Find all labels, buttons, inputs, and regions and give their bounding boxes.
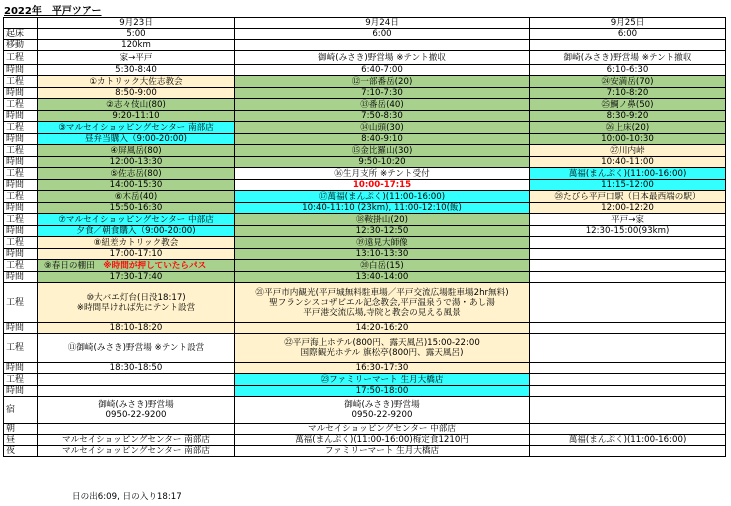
cell: 7:50-8:30	[235, 111, 530, 122]
row-label: 工程	[4, 191, 38, 203]
cell: ㉓ファミリーマート 生月大橋店	[235, 374, 530, 386]
table-row	[4, 363, 726, 374]
cell: ⑧紐差カトリック教会	[38, 237, 235, 249]
cell: 9:20-11:10	[38, 111, 235, 122]
cell	[530, 386, 726, 397]
row-label: 時間	[4, 226, 38, 237]
table-row	[4, 191, 726, 203]
row-label: 工程	[4, 237, 38, 249]
row-label: 工程	[4, 374, 38, 386]
cell: ⑮金比羅山(30)	[235, 145, 530, 157]
cell-line: ⑩大バエ灯台(日没18:17)	[86, 292, 186, 303]
table-row	[4, 122, 726, 134]
cell: 17:50-18:00	[235, 386, 530, 397]
cell: ⑰萬福(まんぷく)(11:00-16:00)	[235, 191, 530, 203]
cell	[530, 374, 726, 386]
cell: 御崎(みさき)野営場 ※テント撤収	[530, 51, 726, 65]
row-label: 時間	[4, 386, 38, 397]
table-row	[4, 424, 726, 435]
sunrise-sunset-note: 日の出6:09, 日の入り18:17	[72, 492, 182, 502]
row-label: 時間	[4, 157, 38, 168]
table-row	[4, 18, 726, 29]
cell: ファミリーマート 生月大橋店	[235, 446, 530, 457]
table-row	[4, 272, 726, 283]
table-row	[4, 435, 726, 446]
cell: ②志々伎山(80)	[38, 99, 235, 111]
cell-text: ⑨春日の棚田	[44, 260, 95, 271]
cell: 12:30-12:50	[235, 226, 530, 237]
lodging-cell	[38, 397, 235, 424]
cell: 16:30-17:30	[235, 363, 530, 374]
cell	[235, 283, 530, 323]
cell: マルセイショッピングセンター 南部店	[38, 435, 235, 446]
cell: 17:00-17:10	[38, 249, 235, 260]
cell: 平戸→家	[530, 214, 726, 226]
cell: 6:00	[530, 29, 726, 40]
table-row	[4, 283, 726, 323]
cell: 8:40-9:10	[235, 134, 530, 145]
cell	[530, 334, 726, 363]
cell: ④屏風岳(80)	[38, 145, 235, 157]
row-label: 時間	[4, 323, 38, 334]
cell: 萬福(まんぷく)(11:00-16:00)梅定食1210円	[235, 435, 530, 446]
cell: 17:30-17:40	[38, 272, 235, 283]
cell: 18:30-18:50	[38, 363, 235, 374]
cell: ⑯生月支所 ※テント受付	[235, 168, 530, 180]
cell	[38, 374, 235, 386]
cell: 6:40-7:00	[235, 65, 530, 76]
cell: ⑱鞍掛山(20)	[235, 214, 530, 226]
row-label: 工程	[4, 214, 38, 226]
page-title: 2022年 平戸ツアー	[4, 6, 102, 17]
cell	[530, 323, 726, 334]
cell	[530, 272, 726, 283]
cell-line: ㉑平戸市内観光(平戸城無料駐車場／平戸交流広場駐車場2hr無料)	[255, 287, 509, 298]
table-row	[4, 40, 726, 51]
day-header: 9月24日	[235, 18, 530, 29]
cell: 9:50-10:20	[235, 157, 530, 168]
cell: ⑫一部番岳(20)	[235, 76, 530, 88]
cell: 14:20-16:20	[235, 323, 530, 334]
schedule-table	[3, 17, 726, 457]
header-blank	[4, 18, 38, 29]
cell-line: 聖フランシスコザビエル記念教会,平戸温泉うで湯・あし湯	[269, 297, 495, 308]
row-label: 時間	[4, 65, 38, 76]
table-row	[4, 203, 726, 214]
cell: ⑪御崎(みさき)野営場 ※テント設営	[38, 334, 235, 363]
cell	[38, 283, 235, 323]
row-label: 工程	[4, 76, 38, 88]
cell: 14:00-15:30	[38, 180, 235, 191]
table-row	[4, 446, 726, 457]
table-row	[4, 157, 726, 168]
cell: 13:10-13:30	[235, 249, 530, 260]
cell: 10:40-11:10 (23km), 11:00-12:10(飯)	[235, 203, 530, 214]
cell: ㉘たびら平戸口駅（日本最西端の駅）	[530, 191, 726, 203]
cell: 5:00	[38, 29, 235, 40]
table-row	[4, 88, 726, 99]
table-row	[4, 397, 726, 424]
cell: 6:00	[235, 29, 530, 40]
row-label: 工程	[4, 99, 38, 111]
cell: ⑥木岳(40)	[38, 191, 235, 203]
cell-line: 国際観光ホテル 旗松亭(800円、露天風呂)	[300, 348, 464, 358]
row-label: 昼	[4, 435, 38, 446]
table-row	[4, 51, 726, 65]
cell	[235, 40, 530, 51]
table-row	[4, 386, 726, 397]
table-row	[4, 249, 726, 260]
row-label: 時間	[4, 88, 38, 99]
cell	[530, 363, 726, 374]
row-label: 時間	[4, 203, 38, 214]
table-row	[4, 29, 726, 40]
cell	[530, 249, 726, 260]
cell	[530, 40, 726, 51]
row-label: 時間	[4, 134, 38, 145]
row-label: 宿	[4, 397, 38, 424]
row-label: 時間	[4, 363, 38, 374]
cell: 家→平戸	[38, 51, 235, 65]
cell	[530, 283, 726, 323]
row-label: 工程	[4, 260, 38, 272]
cell: ㉕鯛ノ鼻(50)	[530, 99, 726, 111]
lodging-name: 御崎(みさき)野営場	[98, 400, 174, 410]
cell: 15:50-16:30	[38, 203, 235, 214]
row-label: 工程	[4, 145, 38, 157]
cell: 7:10-7:30	[235, 88, 530, 99]
lodging-tel: 0950-22-9200	[351, 410, 413, 420]
cell	[530, 237, 726, 249]
cell: 萬福(まんぷく)(11:00-16:00)	[530, 168, 726, 180]
lodging-name: 御崎(みさき)野営場	[344, 400, 420, 410]
table-row	[4, 323, 726, 334]
cell: ⑭山頭(30)	[235, 122, 530, 134]
table-row	[4, 374, 726, 386]
cell: マルセイショッピングセンター 中部店	[235, 424, 530, 435]
row-label: 工程	[4, 334, 38, 363]
cell: 御崎(みさき)野営場 ※テント撤収	[235, 51, 530, 65]
table-row	[4, 180, 726, 191]
lodging-cell	[235, 397, 530, 424]
cell	[530, 446, 726, 457]
cell: ⑤佐志岳(80)	[38, 168, 235, 180]
table-row	[4, 145, 726, 157]
cell: 11:15-12:00	[530, 180, 726, 191]
row-label: 移動	[4, 40, 38, 51]
row-label: 時間	[4, 272, 38, 283]
row-label: 朝	[4, 424, 38, 435]
cell: 6:10-6:30	[530, 65, 726, 76]
table-row	[4, 237, 726, 249]
cell: 12:30-15:00(93km)	[530, 226, 726, 237]
day-header: 9月23日	[38, 18, 235, 29]
cell-line: 平戸港交流広場,寺院と教会の見える風景	[303, 307, 461, 318]
cell: ⑲遠見大師像	[235, 237, 530, 249]
table-row	[4, 168, 726, 180]
row-label: 時間	[4, 180, 38, 191]
row-label: 工程	[4, 168, 38, 180]
table-row	[4, 260, 726, 272]
row-label: 工程	[4, 283, 38, 323]
cell: 12:00-12:20	[530, 203, 726, 214]
row-label: 工程	[4, 51, 38, 65]
cell: ⑳白岳(15)	[235, 260, 530, 272]
cell: 8:50-9:00	[38, 88, 235, 99]
cell: 8:30-9:20	[530, 111, 726, 122]
table-row	[4, 65, 726, 76]
lodging-tel: 0950-22-9200	[105, 410, 167, 420]
cell: 18:10-18:20	[38, 323, 235, 334]
row-label: 時間	[4, 249, 38, 260]
cell: 10:40-11:00	[530, 157, 726, 168]
cell: 7:10-8:20	[530, 88, 726, 99]
cell: 萬福(まんぷく)(11:00-16:00)	[530, 435, 726, 446]
row-label: 工程	[4, 122, 38, 134]
table-row	[4, 99, 726, 111]
cell	[38, 386, 235, 397]
cell	[38, 424, 235, 435]
cell	[530, 424, 726, 435]
cell: 10:00-10:30	[530, 134, 726, 145]
cell: ⑬番岳(40)	[235, 99, 530, 111]
row-label: 時間	[4, 111, 38, 122]
lodging-cell	[530, 397, 726, 424]
cell: ㉔安満岳(70)	[530, 76, 726, 88]
cell: ㉗川内峠	[530, 145, 726, 157]
table-row	[4, 134, 726, 145]
cell: マルセイショッピングセンター 南部店	[38, 446, 235, 457]
day-header: 9月25日	[530, 18, 726, 29]
table-row	[4, 214, 726, 226]
cell: ①カトリック大佐志教会	[38, 76, 235, 88]
cell	[530, 260, 726, 272]
cell: 12:00-13:30	[38, 157, 235, 168]
cell: 120km	[38, 40, 235, 51]
table-row	[4, 226, 726, 237]
cell-line: ※時間早ければ先にテント設営	[76, 302, 196, 313]
cell: 10:00-17:15	[235, 180, 530, 191]
row-label: 起床	[4, 29, 38, 40]
table-row	[4, 334, 726, 363]
cell: 13:40-14:00	[235, 272, 530, 283]
cell-line: ㉒平戸海上ホテル(800円、露天風呂)15:00-22:00	[284, 338, 480, 348]
cell: 5:30-8:40	[38, 65, 235, 76]
skip-note: ※時間が押していたらパス	[103, 260, 207, 271]
table-row	[4, 111, 726, 122]
cell	[235, 334, 530, 363]
row-label: 夜	[4, 446, 38, 457]
cell: 昼弁当購入（9:00-20:00)	[38, 134, 235, 145]
cell: 夕食／朝食購入（9:00-20:00)	[38, 226, 235, 237]
cell	[38, 260, 235, 272]
cell: ㉖上床(20)	[530, 122, 726, 134]
cell: ⑦マルセイショッピングセンター 中部店	[38, 214, 235, 226]
cell: ③マルセイショッピングセンター 南部店	[38, 122, 235, 134]
table-row	[4, 76, 726, 88]
